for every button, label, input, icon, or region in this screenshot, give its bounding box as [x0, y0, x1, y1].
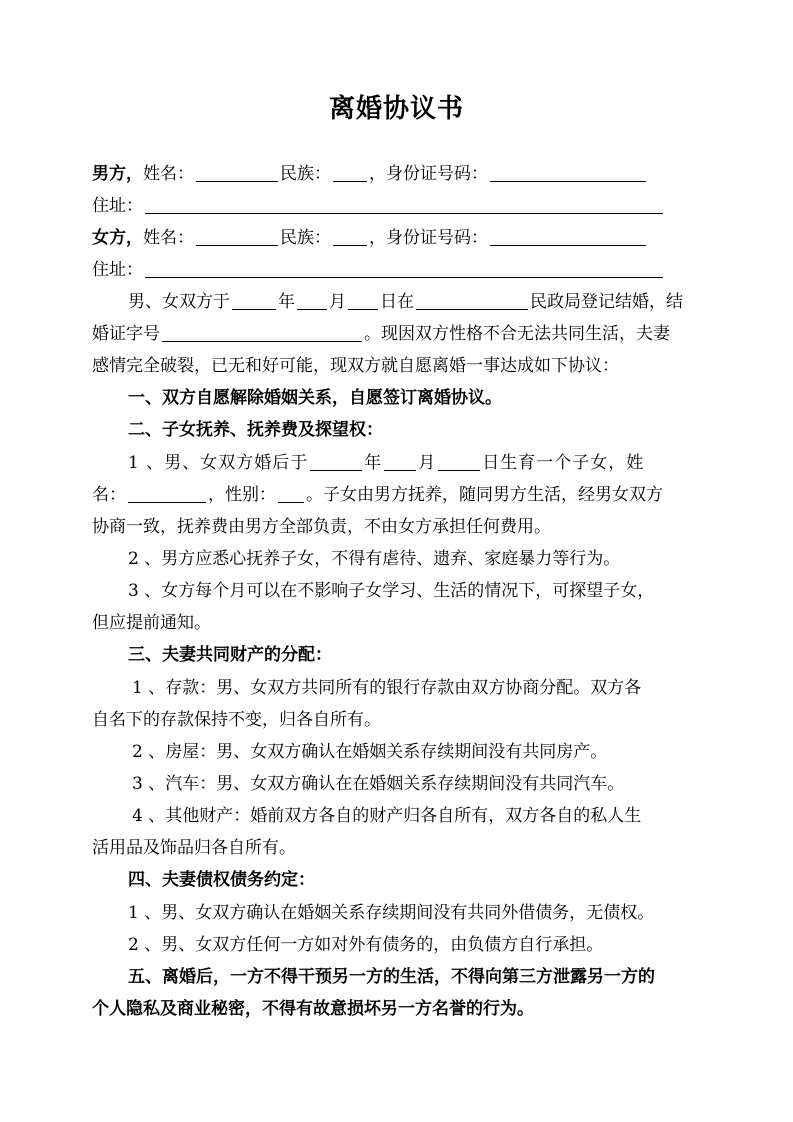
- section-3-item-2: 2 、房屋：男、女双方确认在婚姻关系存续期间没有共同房产。: [132, 742, 608, 762]
- male-id-label: ，身份证号码：: [369, 164, 488, 184]
- intro-line-3: 感情完全破裂，已无和好可能，现双方就自愿离婚一事达成如下协议：: [92, 356, 619, 376]
- intro-line-1: [92, 287, 702, 317]
- intro-line-2: [92, 319, 702, 349]
- section-2-item-2: 2 、男方应悉心抚养子女，不得有虐待、遗弃、家庭暴力等行为。: [128, 549, 621, 569]
- female-id-blank: [490, 225, 646, 246]
- section-5-line-1: 五、离婚后，一方不得干预另一方的生活，不得向第三方泄露另一方的: [128, 967, 655, 987]
- child-name-label: 名：: [92, 485, 126, 505]
- female-name-label: 姓名：: [143, 228, 194, 248]
- female-name-blank: [196, 225, 278, 246]
- child-birth-year-blank: [310, 450, 362, 471]
- marriage-month-blank: [297, 289, 327, 310]
- male-ethnic-label: 民族：: [280, 164, 331, 184]
- section-3-heading: 三、夫妻共同财产的分配：: [128, 645, 332, 665]
- child-day-text: 日生育一个子女，姓: [482, 453, 645, 473]
- male-address-line: [92, 191, 702, 221]
- female-address-label: 住址：: [92, 260, 143, 280]
- male-ethnic-blank: [333, 161, 367, 182]
- section-4-heading: 四、夫妻债权债务约定：: [128, 870, 315, 890]
- female-ethnic-label: 民族：: [280, 228, 331, 248]
- male-role-label: 男方，: [92, 164, 143, 184]
- child-gender-label: ，性别：: [208, 485, 276, 505]
- section-5-line-2: 个人隐私及商业秘密，不得有故意损坏另一方名誉的行为。: [92, 999, 534, 1019]
- document-title: 离婚协议书: [328, 94, 464, 124]
- cert-number-blank: [162, 321, 362, 342]
- child-birth-day-blank: [438, 450, 480, 471]
- bureau-text: 民政局登记结婚，结: [530, 292, 683, 312]
- section-3-item-4-line-1: 4 、其他财产：婚前双方各自的财产归各自所有，双方各自的私人生: [132, 806, 642, 826]
- child-name-blank: [128, 482, 206, 503]
- section-3-item-4-line-2: 活用品及饰品归各自所有。: [92, 838, 296, 858]
- child-year-label: 年: [364, 453, 383, 473]
- cert-suffix-text: 。现因双方性格不合无法共同生活，夫妻: [364, 324, 670, 344]
- child-birth-month-blank: [384, 450, 416, 471]
- section-3-item-1-line-1: 1 、存款：男、女双方共同所有的银行存款由双方协商分配。双方各: [132, 678, 642, 698]
- intro-text: 男、女双方于: [128, 292, 230, 312]
- cert-label: 婚证字号: [92, 324, 160, 344]
- male-name-label: 姓名：: [143, 164, 194, 184]
- section-3-item-3: 3 、汽车：男、女双方确认在在婚姻关系存续期间没有共同汽车。: [132, 774, 625, 794]
- year-label: 年: [278, 292, 295, 312]
- male-name-blank: [196, 161, 278, 182]
- section-2-item-3-line-2: 但应提前通知。: [92, 613, 211, 633]
- section-2-item-1-line-3: 协商一致，抚养费由男方全部负责，不由女方承担任何费用。: [92, 517, 551, 537]
- female-address-blank: [145, 257, 663, 278]
- female-id-label: ，身份证号码：: [369, 228, 488, 248]
- month-label: 月: [329, 292, 346, 312]
- section-3-item-1-line-2: 自名下的存款保持不变，归各自所有。: [92, 710, 381, 730]
- section-4-item-2: 2 、男、女双方任何一方如对外有债务的，由负债方自行承担。: [128, 935, 604, 955]
- marriage-day-blank: [348, 289, 378, 310]
- male-address-blank: [145, 193, 663, 214]
- female-ethnic-blank: [333, 225, 367, 246]
- section-4-item-1: 1 、男、女双方确认在婚姻关系存续期间没有共同外借债务，无债权。: [128, 903, 655, 923]
- section-2-item-1-line-1: [92, 448, 702, 478]
- section-2-item-1-line-2: [92, 480, 702, 510]
- female-address-line: [92, 255, 702, 285]
- bureau-blank: [416, 289, 528, 310]
- male-id-blank: [490, 161, 646, 182]
- child-gender-blank: [278, 482, 304, 503]
- female-role-label: 女方，: [92, 228, 143, 248]
- section-1-heading: 一、双方自愿解除婚姻关系，自愿签订离婚协议。: [128, 388, 502, 408]
- section-2-item-3-line-1: 3 、女方每个月可以在不影响子女学习、生活的情况下，可探望子女，: [128, 581, 655, 601]
- female-info-line: [92, 223, 702, 253]
- male-info-line: [92, 159, 702, 189]
- custody-text: 。子女由男方抚养，随同男方生活，经男女双方: [306, 485, 663, 505]
- section-2-heading: 二、子女抚养、抚养费及探望权：: [128, 420, 383, 440]
- day-label: 日在: [380, 292, 414, 312]
- child-birth-text: 1 、男、女双方婚后于: [128, 453, 309, 473]
- male-address-label: 住址：: [92, 196, 143, 216]
- marriage-year-blank: [232, 289, 276, 310]
- child-month-label: 月: [418, 453, 437, 473]
